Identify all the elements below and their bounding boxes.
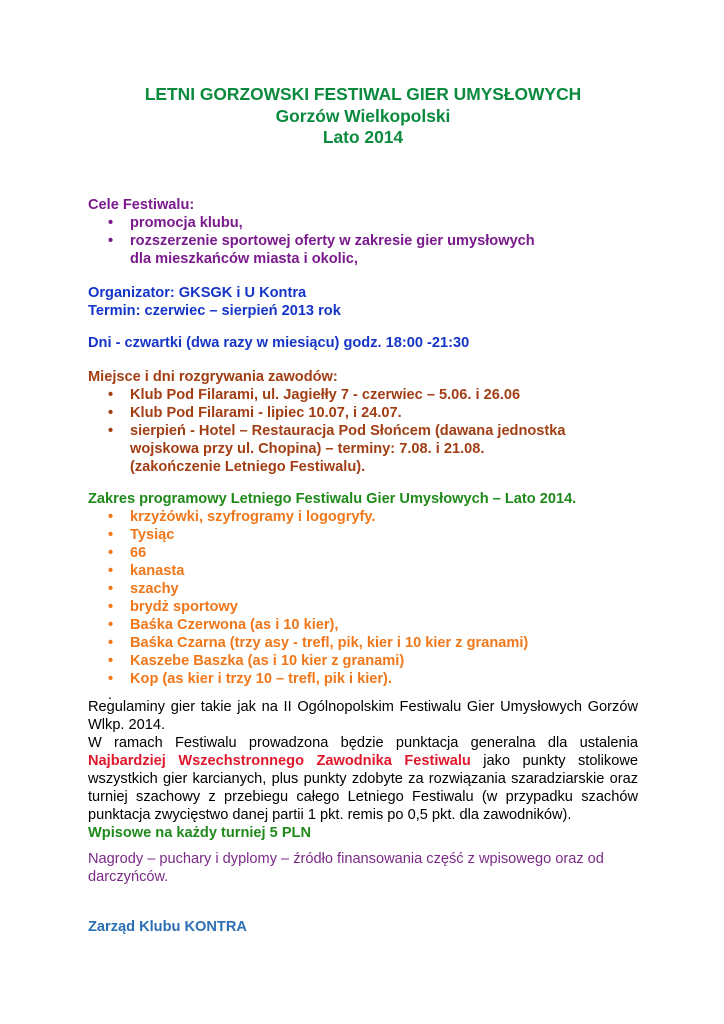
venues-list: [88, 386, 638, 476]
rules-paragraph-2: [88, 752, 638, 824]
list-item: [88, 670, 638, 688]
bullet-icon: •: [108, 423, 114, 439]
list-item: [88, 634, 638, 652]
prizes-text: Nagrody – puchary i dyplomy – źródło finansowania część z wpisowego oraz od darczyńców.: [88, 851, 604, 885]
title-line-festival: LETNI GORZOWSKI FESTIWAL GIER UMYSŁOWYCH: [144, 84, 582, 104]
list-item: [88, 562, 638, 580]
list-item: [88, 232, 638, 268]
goals-heading: Cele Festiwalu:: [88, 197, 195, 213]
bullet-icon: •: [108, 405, 114, 421]
rules-paragraph-2-start: W ramach Festiwalu prowadzona będzie punktacja generalna dla ustalenia: [88, 735, 638, 751]
program-section: [88, 490, 638, 702]
bullet-icon: •: [108, 215, 114, 231]
venue-text: sierpień - Hotel – Restauracja Pod Słońcem (dawana jednostka wojskowa przy ul. Chopina) – terminy: 7.08. i 21.08. (zakończenie Letniego Festiwalu).: [130, 423, 566, 475]
bullet-icon: •: [108, 581, 114, 597]
rules-paragraph-1: Regulaminy gier takie jak na II Ogólnopolskim Festiwalu Gier Umysłowych Gorzów Wlkp. 2014.: [88, 699, 638, 733]
title-line-season: Lato 2014: [322, 127, 404, 147]
game-text: Tysiąc: [130, 527, 175, 543]
bullet-icon: •: [108, 563, 114, 579]
program-list: [88, 508, 638, 688]
game-text: brydż sportowy: [130, 599, 238, 615]
list-item: [88, 214, 638, 232]
bullet-icon: •: [108, 509, 114, 525]
game-text: Baśka Czerwona (as i 10 kier),: [130, 617, 339, 633]
list-item: [88, 544, 638, 562]
organizer-section: [88, 284, 638, 320]
program-heading: Zakres programowy Letniego Festiwalu Gier Umysłowych – Lato 2014.: [88, 491, 577, 507]
venues-heading: Miejsce i dni rozgrywania zawodów:: [88, 369, 338, 385]
list-item: [88, 508, 638, 526]
list-item: [88, 386, 638, 404]
game-text: Kop (as kier i trzy 10 – trefl, pik i kier).: [130, 671, 392, 687]
list-item: [88, 652, 638, 670]
rules-paragraph-2-rest: jako punkty stolikowe wszystkich gier karcianych, plus punkty zdobyte za rozwiązania szaradziarskie oraz turniej szachowy z przebiegu całego Letniego Festiwalu (w przypadku szachów punktacja zwycięstwo danej partii 1 pkt. remis po 0,5 pkt. dla zawodników).: [88, 753, 638, 823]
list-item: [88, 598, 638, 616]
bullet-icon: •: [108, 671, 114, 687]
goals-section: [88, 196, 638, 268]
game-text: krzyżówki, szyfrogramy i logogryfy.: [130, 509, 376, 525]
list-item: [88, 526, 638, 544]
highlight-text: Najbardziej Wszechstronnego Zawodnika Festiwalu: [88, 753, 471, 769]
game-text: Kaszebe Baszka (as i 10 kier z granami): [130, 653, 405, 669]
venues-section: [88, 368, 638, 476]
rules-section: [88, 698, 638, 842]
bullet-icon: •: [108, 527, 114, 543]
stray-dot: .: [108, 687, 113, 703]
document-title: [88, 84, 638, 149]
bullet-icon: •: [108, 653, 114, 669]
goal-text: rozszerzenie sportowej oferty w zakresie gier umysłowych dla mieszkańców miasta i okolic,: [130, 233, 535, 267]
days-line: Dni - czwartki (dwa razy w miesiącu) godz. 18:00 -21:30: [88, 335, 470, 351]
prizes-section: [88, 850, 628, 886]
venue-text: Klub Pod Filarami, ul. Jagiełły 7 - czerwiec – 5.06. i 26.06: [130, 387, 521, 403]
bullet-icon: •: [108, 545, 114, 561]
list-item: [88, 580, 638, 598]
list-item: [88, 616, 638, 634]
goal-text: promocja klubu,: [130, 215, 243, 231]
bullet-icon: •: [108, 599, 114, 615]
game-text: szachy: [130, 581, 179, 597]
goals-list: [88, 214, 638, 268]
game-text: Baśka Czarna (trzy asy - trefl, pik, kier i 10 kier z granami): [130, 635, 529, 651]
list-item: [88, 422, 638, 476]
game-text: kanasta: [130, 563, 185, 579]
list-item: [88, 404, 638, 422]
days-section: [88, 334, 638, 352]
venue-text: Klub Pod Filarami - lipiec 10.07, i 24.07.: [130, 405, 402, 421]
game-text: 66: [130, 545, 147, 561]
signature-text: Zarząd Klubu KONTRA: [88, 919, 247, 935]
organizer-line: Organizator: GKSGK i U Kontra: [88, 285, 307, 301]
bullet-icon: •: [108, 617, 114, 633]
entry-fee: Wpisowe na każdy turniej 5 PLN: [88, 825, 312, 841]
title-line-city: Gorzów Wielkopolski: [275, 105, 451, 126]
bullet-icon: •: [108, 233, 114, 249]
bullet-icon: •: [108, 387, 114, 403]
term-line: Termin: czerwiec – sierpień 2013 rok: [88, 303, 341, 319]
bullet-icon: •: [108, 635, 114, 651]
signature-section: [88, 918, 638, 936]
